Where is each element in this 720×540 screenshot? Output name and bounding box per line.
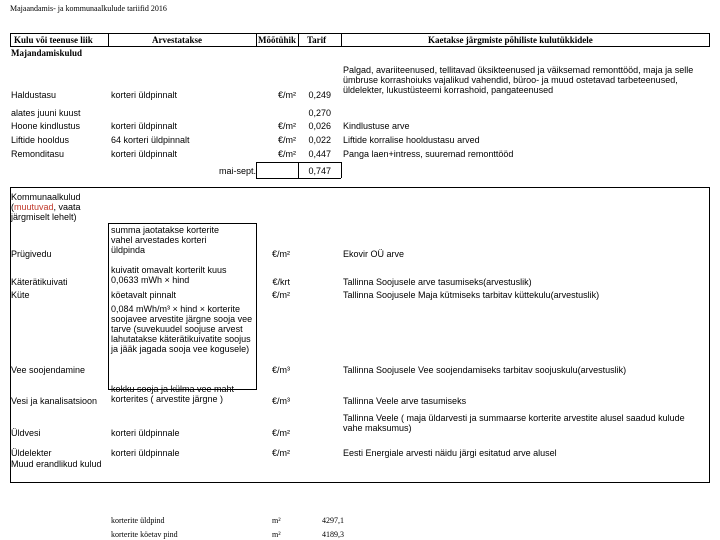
row-covers: Palgad, avariiteenused, tellitavad üksikteenused ja väiksemad remonttööd, maja ja selle ümbruse korrashoiuks vajalikud vahendid, büroo- ja muud ostetavad tarbeteenused, üldelekter, lukustüsteemi korrashoid, pangateenused — [343, 65, 694, 95]
basis-cell-border — [256, 223, 257, 389]
footer-label: korterite köetav pind — [111, 530, 178, 539]
header-bottom-rule — [10, 46, 710, 47]
footer-label: korterite üldpind — [111, 516, 165, 525]
row-name: Remonditasu — [11, 149, 65, 159]
row-tariff: 0,022 — [308, 135, 331, 145]
row-basis: korteri üldpinnalt — [111, 149, 178, 159]
row-name: Käterätikuivati — [11, 277, 68, 287]
row-basis: korteri üldpinnalt — [111, 121, 178, 131]
row-tariff: 0,249 — [308, 90, 331, 100]
header-divider — [709, 33, 710, 46]
row-basis: kuivatit omavalt korterilt kuus 0,0633 mWh × hind — [111, 265, 227, 285]
header-basis: Arvestatakse — [152, 35, 202, 45]
header-divider — [10, 33, 11, 46]
subtotal-divider — [341, 162, 342, 178]
header-tariff: Tarif — [307, 35, 327, 45]
row-covers: Tallinna Soojusele Maja kütmiseks tarbitav küttekulu(arvestuslik) — [343, 290, 600, 300]
row-covers: Tallinna Veele ( maja üldarvesti ja summaarse korterite arvestite alusel saadud kulude vahe maksumus) — [343, 413, 685, 433]
basis-cell-border — [108, 223, 257, 224]
row-tariff: 0,270 — [308, 108, 331, 118]
utilities-bottom-rule — [10, 482, 710, 483]
row-name: Haldustasu — [11, 90, 57, 100]
subtotal-divider — [298, 162, 299, 178]
row-unit: €/m² — [272, 428, 290, 438]
row-name: Küte — [11, 290, 30, 300]
row-covers: Liftide korralise hooldustasu arved — [343, 135, 480, 145]
row-basis: korteri üldpinnalt — [111, 90, 178, 100]
row-covers: Panga laen+intress, suuremad remonttööd — [343, 149, 514, 159]
header-divider — [108, 33, 109, 46]
row-covers: Tallinna Veele arve tasumiseks — [343, 396, 467, 406]
header-cost-type: Kulu või teenuse liik — [14, 35, 93, 45]
document-title: Majaandamis- ja kommunaalkulude tariifid 2016 — [10, 4, 167, 13]
row-basis: korteri üldpinnale — [111, 428, 180, 438]
row-covers: Ekovir OÜ arve — [343, 249, 405, 259]
row-covers: Tallinna Soojusele Vee soojendamiseks tarbitav soojuskulu(arvestuslik) — [343, 365, 627, 375]
row-basis: 64 korteri üldpinnalt — [111, 135, 190, 145]
header-top-rule — [10, 33, 710, 34]
row-name: Üldelekter — [11, 448, 52, 458]
section-utilities-heading: Kommunaalkulud (muutuvad, vaata järgmiselt lehelt) — [11, 192, 81, 222]
footer-unit: m² — [272, 530, 281, 539]
row-unit: €/krt — [272, 277, 290, 287]
row-unit: €/m² — [278, 149, 296, 159]
row-name: Vee soojendamine — [11, 365, 86, 375]
section-maintenance-heading: Majandamiskulud — [11, 48, 83, 58]
basis-cell-border — [108, 223, 109, 261]
subtotal-divider — [256, 162, 257, 178]
row-tariff: 0,026 — [308, 121, 331, 131]
header-divider — [256, 33, 257, 46]
row-unit: €/m³ — [272, 396, 290, 406]
row-name: Üldvesi — [11, 428, 41, 438]
row-name: Prügivedu — [11, 249, 52, 259]
row-name: Muud erandlikud kulud — [11, 459, 102, 469]
subtotal-value: 0,747 — [308, 166, 331, 176]
basis-cell-border — [108, 261, 109, 389]
subtotal-label: mai-sept. — [218, 166, 256, 176]
variable-highlight: muutuvad — [14, 202, 54, 212]
row-unit: €/m² — [272, 249, 290, 259]
row-unit: €/m³ — [272, 365, 290, 375]
row-name: alates juuni kuust — [11, 108, 81, 118]
footer-unit: m² — [272, 516, 281, 525]
row-covers: Tallinna Soojusele arve tasumiseks(arvestuslik) — [343, 277, 532, 287]
row-unit: €/m² — [278, 135, 296, 145]
header-divider — [341, 33, 342, 46]
row-unit: €/m² — [278, 121, 296, 131]
row-covers: Eesti Energiale arvesti näidu järgi esitatud arve alusel — [343, 448, 557, 458]
row-unit: €/m² — [272, 290, 290, 300]
footer-value: 4189,3 — [322, 530, 344, 539]
row-name: Vesi ja kanalisatsioon — [11, 396, 98, 406]
row-basis: kokku sooja ja külma vee maht korterites ( arvestite järgne ) — [111, 384, 235, 404]
row-name: Hoone kindlustus — [11, 121, 81, 131]
row-basis: summa jaotatakse korterite vahel arvestades korteri üldpinda — [111, 225, 220, 255]
row-covers: Kindlustuse arve — [343, 121, 410, 131]
row-basis: korteri üldpinnale — [111, 448, 180, 458]
utilities-right-rule — [709, 187, 710, 482]
subtotal-rule — [256, 178, 341, 179]
row-unit: €/m² — [272, 448, 290, 458]
row-basis: köetavalt pinnalt — [111, 290, 177, 300]
footer-value: 4297,1 — [322, 516, 344, 525]
header-divider — [298, 33, 299, 46]
row-unit: €/m² — [278, 90, 296, 100]
header-unit: Mõõtühik — [258, 35, 297, 45]
header-covers: Kaetakse järgmiste põhiliste kulutükkidele — [428, 35, 593, 45]
row-name: Liftide hooldus — [11, 135, 70, 145]
row-basis: 0,084 mWh/m³ × hind × korterite soojavee arvestite järgne sooja vee tarve (suvekuudel soojuse arvest lahutatakse käterätikuivatite soojus ja jääk jagada sooja vee kogusele) — [111, 304, 253, 354]
row-tariff: 0,447 — [308, 149, 331, 159]
utilities-top-rule — [10, 187, 710, 188]
